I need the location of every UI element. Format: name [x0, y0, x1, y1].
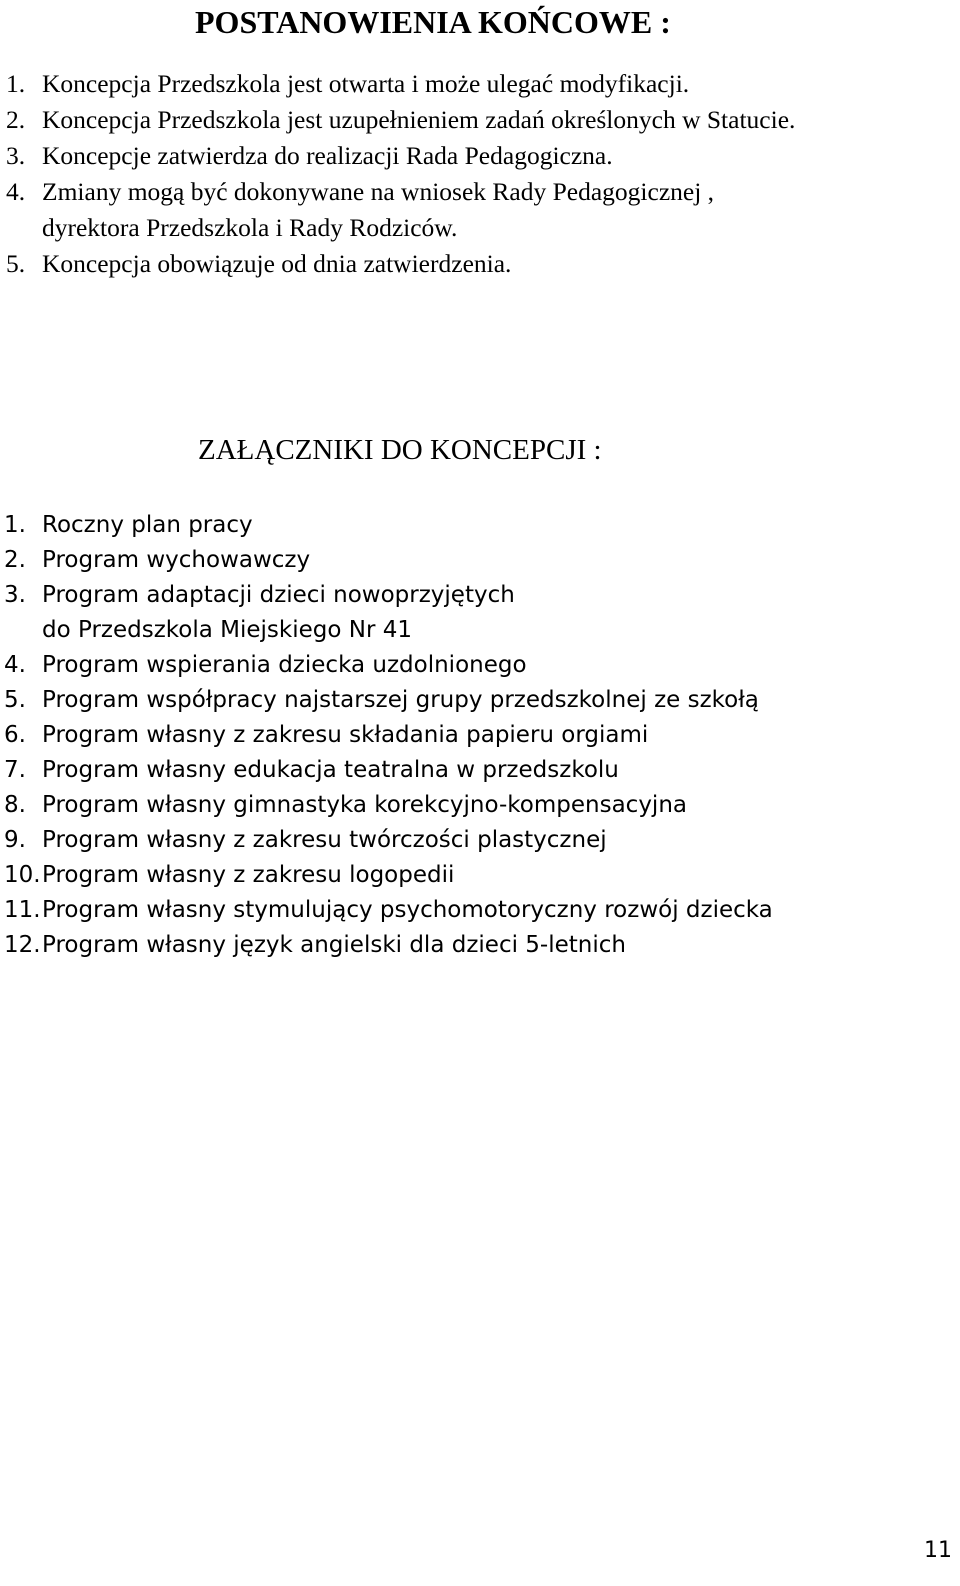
item-number: 10.: [4, 862, 41, 888]
item-text: Program wspierania dziecka uzdolnionego: [42, 652, 527, 678]
item-number: 5.: [6, 249, 26, 278]
list-item: [0, 66, 795, 102]
item-number: 5.: [4, 687, 26, 713]
item-number: 11.: [4, 897, 41, 923]
list-item: [0, 543, 773, 578]
item-text: Koncepcje zatwierdza do realizacji Rada Pedagogiczna.: [42, 141, 613, 170]
item-number: 1.: [6, 69, 26, 98]
item-number: 7.: [4, 757, 26, 783]
item-number: 9.: [4, 827, 26, 853]
item-number: 1.: [4, 512, 26, 538]
item-text: Zmiany mogą być dokonywane na wniosek Rady Pedagogicznej ,: [42, 177, 715, 206]
list-item: [0, 753, 773, 788]
item-text-continuation: dyrektora Przedszkola i Rady Rodziców.: [42, 213, 458, 242]
list-item: [0, 893, 773, 928]
item-text: Koncepcja Przedszkola jest otwarta i może ulegać modyfikacji.: [42, 69, 690, 98]
list-item: [0, 102, 795, 138]
list-item: [0, 508, 773, 543]
item-number: 3.: [6, 141, 26, 170]
list-item: [0, 648, 773, 683]
item-text: Program własny edukacja teatralna w przedszkolu: [42, 757, 619, 783]
list-item: [0, 718, 773, 753]
list-item: [0, 174, 795, 246]
item-text: Program własny z zakresu składania papieru orgiami: [42, 722, 649, 748]
item-text: Program adaptacji dzieci nowoprzyjętych: [42, 582, 515, 608]
list-item: [0, 858, 773, 893]
item-number: 4.: [4, 652, 26, 678]
item-text: Program własny z zakresu logopedii: [42, 862, 455, 888]
item-text: Program własny gimnastyka korekcyjno-kompensacyjna: [42, 792, 687, 818]
item-text: Koncepcja Przedszkola jest uzupełnieniem zadań określonych w Statucie.: [42, 105, 796, 134]
list-item: [0, 823, 773, 858]
item-number: 2.: [6, 105, 26, 134]
item-text: Program własny z zakresu twórczości plastycznej: [42, 827, 607, 853]
item-text-continuation: do Przedszkola Miejskiego Nr 41: [42, 617, 412, 643]
item-text: Program własny język angielski dla dzieci 5-letnich: [42, 932, 626, 958]
item-text: Program własny stymulujący psychomotoryczny rozwój dziecka: [42, 897, 773, 923]
list-item: [0, 578, 773, 648]
item-number: 2.: [4, 547, 26, 573]
list-item: [0, 683, 773, 718]
item-number: 3.: [4, 582, 26, 608]
attachments-list: [0, 508, 773, 963]
list-item: [0, 138, 795, 174]
list-item: [0, 928, 773, 963]
item-number: 8.: [4, 792, 26, 818]
item-text: Program współpracy najstarszej grupy przedszkolnej ze szkołą: [42, 687, 759, 713]
item-text: Roczny plan pracy: [42, 512, 253, 538]
final-provisions-list: [0, 66, 795, 282]
item-text: Program wychowawczy: [42, 547, 311, 573]
item-number: 4.: [6, 177, 26, 206]
list-item: [0, 788, 773, 823]
final-provisions-heading: POSTANOWIENIA KOŃCOWE :: [195, 4, 671, 40]
list-item: [0, 246, 795, 282]
item-text: Koncepcja obowiązuje od dnia zatwierdzenia.: [42, 249, 512, 278]
item-number: 6.: [4, 722, 26, 748]
item-number: 12.: [4, 932, 41, 958]
attachments-heading: ZAŁĄCZNIKI DO KONCEPCJI :: [198, 434, 602, 466]
page-number: 11: [924, 1538, 952, 1563]
